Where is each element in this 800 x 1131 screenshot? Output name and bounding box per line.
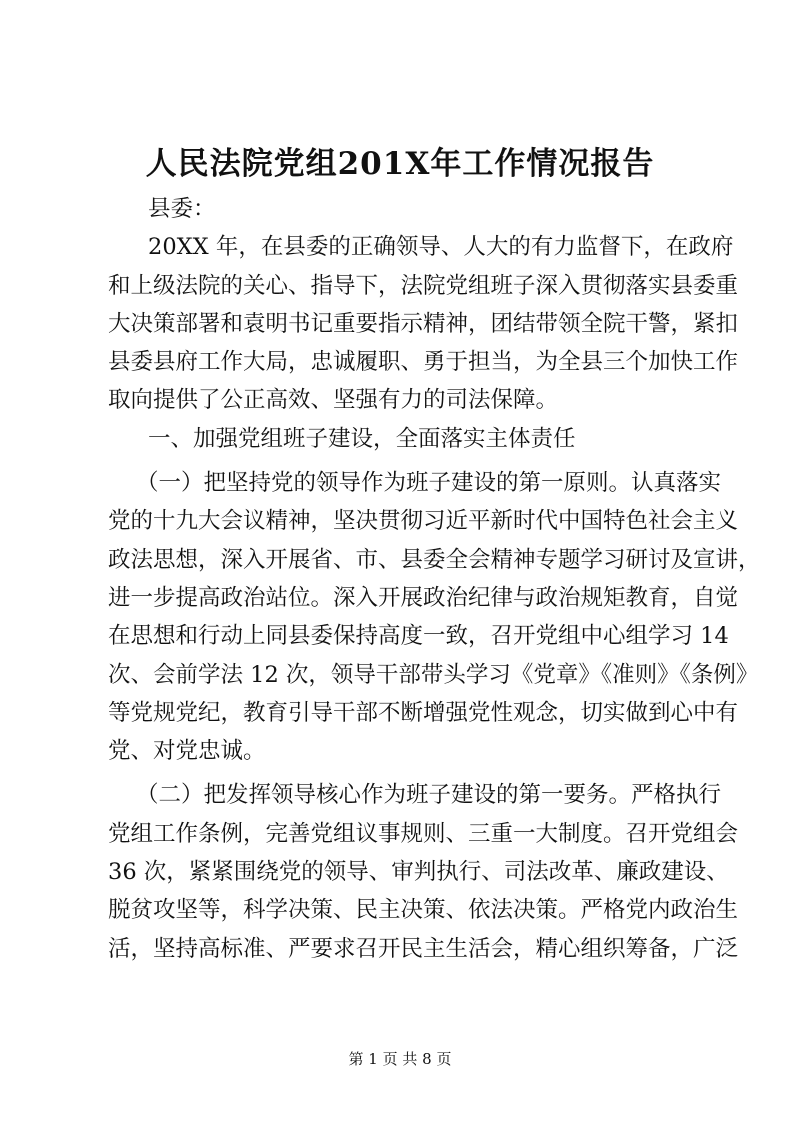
paragraph-line: 20XX 年，在县委的正确领导、人大的有力监督下，在政府 [148,234,734,261]
paragraph-line: 县委县府工作大局，忠诚履职、勇于担当，为全县三个加快工作 [108,349,739,376]
paragraph-line: 等党规党纪，教育引导干部不断增强党性观念，切实做到心中有 [108,699,739,726]
paragraph-line: 大决策部署和袁明书记重要指示精神，团结带领全院干警，紧扣 [108,310,739,337]
paragraph-line: 政法思想，深入开展省、市、县委全会精神专题学习研讨及宣讲， [108,546,761,573]
paragraph-line: 和上级法院的关心、指导下，法院党组班子深入贯彻落实县委重 [108,272,739,299]
section-heading: 一、加强党组班子建设，全面落实主体责任 [148,425,576,452]
paragraph-line: 脱贫攻坚等，科学决策、民主决策、依法决策。严格党内政治生 [108,897,739,924]
paragraph-line: 36 次，紧紧围绕党的领导、审判执行、司法改革、廉政建设、 [108,859,729,886]
paragraph-line: 取向提供了公正高效、坚强有力的司法保障。 [108,387,559,414]
paragraph-line: 进一步提高政治站位。深入开展政治纪律与政治规矩教育，自觉 [108,584,739,611]
salutation: 县委： [148,196,216,222]
paragraph-line: 次、会前学法 12 次，领导干部带头学习《党章》《准则》《条例》 [108,661,759,688]
paragraph-line: 活，坚持高标准、严要求召开民主生活会，精心组织筹备，广泛 [108,935,739,962]
document-title: 人民法院党组201X年工作情况报告 [145,146,655,182]
document-body [108,190,761,968]
page-number-footer: 第 1 页 共 8 页 [348,1050,452,1068]
paragraph-line: 党组工作条例，完善党组议事规则、三重一大制度。召开党组会 [108,820,739,847]
paragraph-line: （二）把发挥领导核心作为班子建设的第一要务。严格执行 [136,782,722,809]
paragraph-line: 党的十九大会议精神，坚决贯彻习近平新时代中国特色社会主义 [108,508,739,535]
paragraph-line: （一）把坚持党的领导作为班子建设的第一原则。认真落实 [136,470,722,497]
paragraph-line: 党、对党忠诚。 [108,738,266,765]
paragraph-line: 在思想和行动上同县委保持高度一致，召开党组中心组学习 14 [108,623,729,650]
